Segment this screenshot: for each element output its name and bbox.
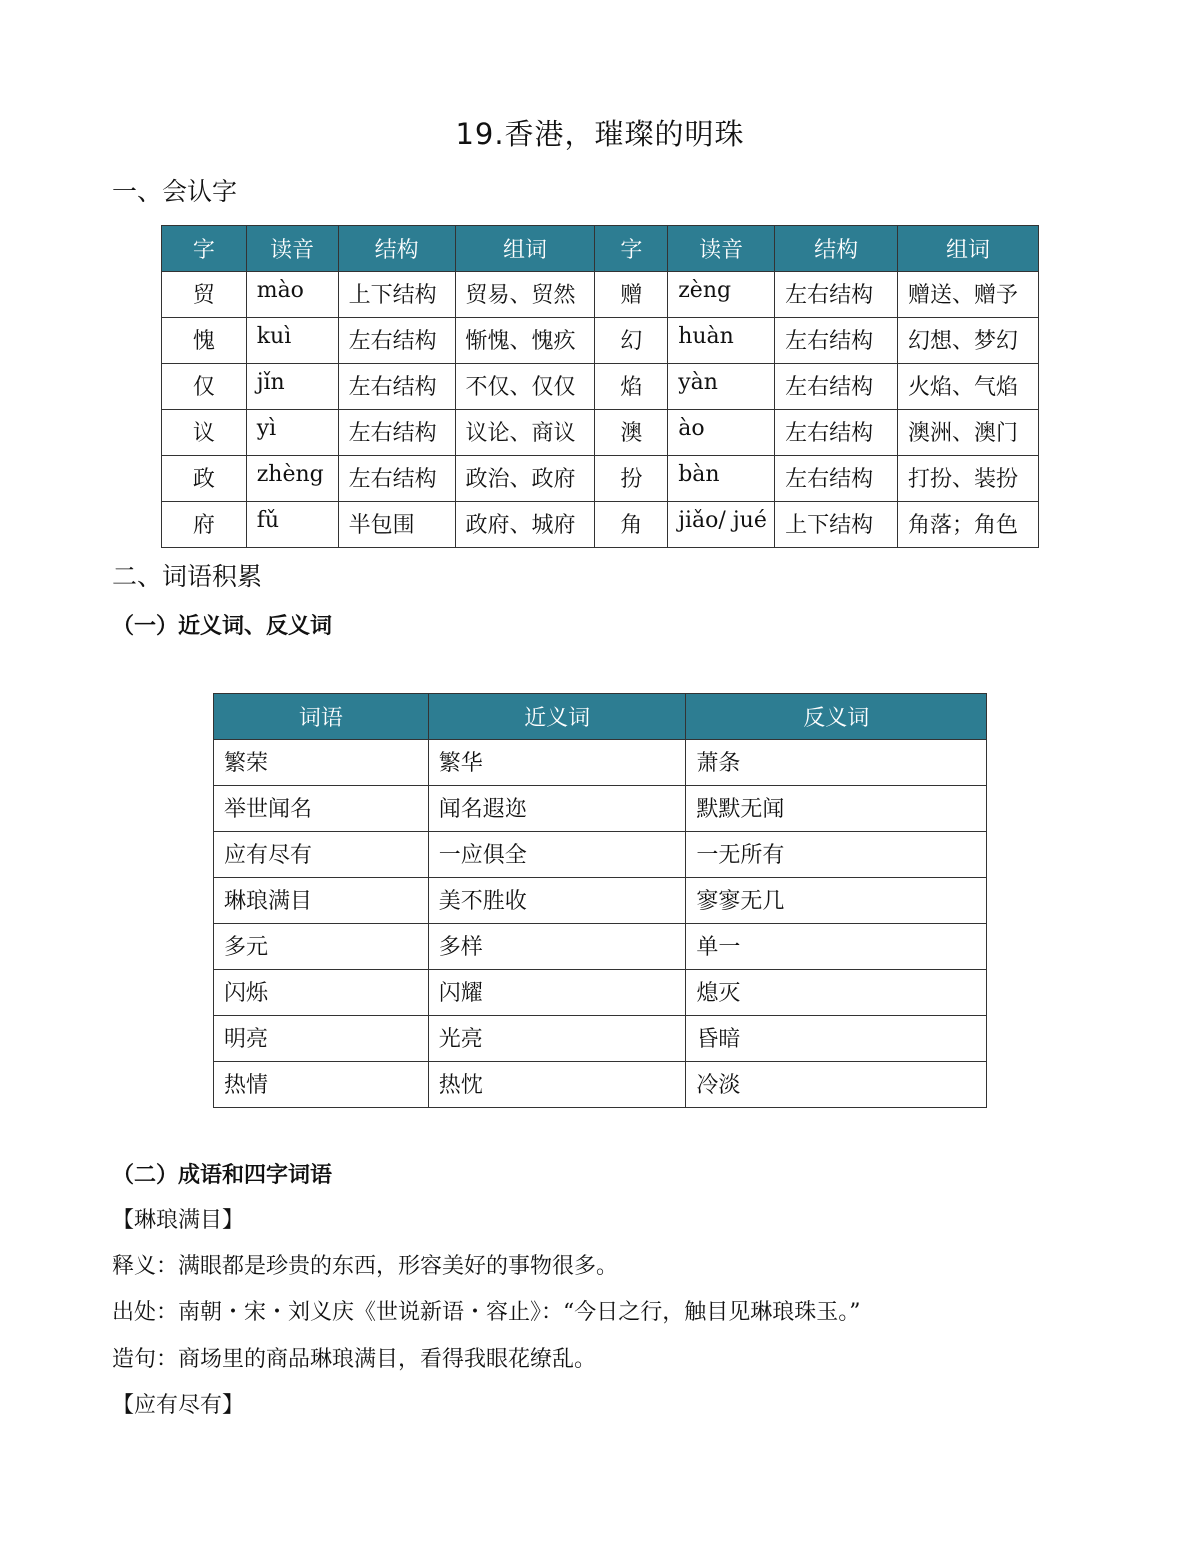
table-cell: 默默无闻	[686, 786, 987, 832]
table-cell: 幻想、梦幻	[898, 318, 1039, 364]
idiom-title: 【应有尽有】	[112, 1393, 245, 1418]
table-row	[214, 832, 987, 878]
table-row	[214, 924, 987, 970]
table-cell: 半包围	[338, 502, 455, 548]
table-cell: yàn	[668, 364, 775, 410]
table-cell: ào	[668, 410, 775, 456]
table-cell: 扮	[595, 456, 668, 502]
table-cell: kuì	[246, 318, 338, 364]
column-header: 结构	[775, 226, 898, 272]
table-cell: 赠	[595, 272, 668, 318]
column-header: 词语	[214, 694, 429, 740]
table-row	[162, 272, 1039, 318]
table-cell: 左右结构	[338, 364, 455, 410]
table-cell: 不仅、仅仅	[455, 364, 595, 410]
table-cell: 澳洲、澳门	[898, 410, 1039, 456]
table-cell: 单一	[686, 924, 987, 970]
table-cell: 澳	[595, 410, 668, 456]
table-cell: 光亮	[428, 1016, 686, 1062]
table-row	[214, 740, 987, 786]
column-header: 字	[162, 226, 247, 272]
table-cell: 左右结构	[775, 410, 898, 456]
table-cell: 闪烁	[214, 970, 429, 1016]
table-cell: 多样	[428, 924, 686, 970]
table-cell: 打扮、装扮	[898, 456, 1039, 502]
table-cell: 左右结构	[775, 272, 898, 318]
table-cell: 热情	[214, 1062, 429, 1108]
column-header: 读音	[668, 226, 775, 272]
table-cell: 上下结构	[338, 272, 455, 318]
table-cell: 上下结构	[775, 502, 898, 548]
table-cell: 应有尽有	[214, 832, 429, 878]
table-cell: 政	[162, 456, 247, 502]
table-cell: jiǎo/ jué	[668, 502, 775, 548]
table-row	[162, 364, 1039, 410]
page-title: 19.香港，璀璨的明珠	[455, 117, 745, 151]
table-cell: 明亮	[214, 1016, 429, 1062]
table-cell: 火焰、气焰	[898, 364, 1039, 410]
subsection-heading-idioms: （二）成语和四字词语	[112, 1163, 333, 1188]
table-cell: 昏暗	[686, 1016, 987, 1062]
table-row	[162, 502, 1039, 548]
table-row	[162, 318, 1039, 364]
column-header: 近义词	[428, 694, 686, 740]
table-cell: 繁荣	[214, 740, 429, 786]
table-cell: 幻	[595, 318, 668, 364]
table-header-row	[214, 694, 987, 740]
idiom-example: 造句：商场里的商品琳琅满目，看得我眼花缭乱。	[112, 1347, 597, 1372]
table-cell: 左右结构	[338, 456, 455, 502]
table-row	[214, 786, 987, 832]
table-cell: 愧	[162, 318, 247, 364]
character-table	[161, 225, 1039, 548]
table-cell: 政府、城府	[455, 502, 595, 548]
section-heading-vocabulary: 二、词语积累	[112, 562, 263, 591]
column-header: 字	[595, 226, 668, 272]
section-heading-recognize-chars: 一、会认字	[112, 177, 238, 206]
table-cell: 议	[162, 410, 247, 456]
table-cell: 萧条	[686, 740, 987, 786]
table-cell: 一无所有	[686, 832, 987, 878]
table-row	[214, 970, 987, 1016]
table-cell: 左右结构	[775, 456, 898, 502]
table-row	[214, 1016, 987, 1062]
table-header-row	[162, 226, 1039, 272]
table-cell: 闻名遐迩	[428, 786, 686, 832]
table-cell: 左右结构	[338, 410, 455, 456]
table-cell: 赠送、赠予	[898, 272, 1039, 318]
table-cell: 冷淡	[686, 1062, 987, 1108]
table-cell: 角	[595, 502, 668, 548]
table-cell: zhèng	[246, 456, 338, 502]
table-cell: 左右结构	[775, 318, 898, 364]
table-cell: 举世闻名	[214, 786, 429, 832]
table-cell: 议论、商议	[455, 410, 595, 456]
table-cell: 惭愧、愧疚	[455, 318, 595, 364]
table-cell: zèng	[668, 272, 775, 318]
idiom-title: 【琳琅满目】	[112, 1208, 245, 1233]
table-cell: huàn	[668, 318, 775, 364]
synonym-antonym-table	[213, 693, 987, 1108]
column-header: 结构	[338, 226, 455, 272]
table-cell: 寥寥无几	[686, 878, 987, 924]
column-header: 反义词	[686, 694, 987, 740]
column-header: 组词	[898, 226, 1039, 272]
table-row	[162, 456, 1039, 502]
table-cell: 左右结构	[338, 318, 455, 364]
table-cell: 贸	[162, 272, 247, 318]
column-header: 组词	[455, 226, 595, 272]
table-cell: 闪耀	[428, 970, 686, 1016]
table-cell: yì	[246, 410, 338, 456]
table-cell: 一应俱全	[428, 832, 686, 878]
table-cell: mào	[246, 272, 338, 318]
table-cell: 府	[162, 502, 247, 548]
table-row	[214, 878, 987, 924]
table-row	[214, 1062, 987, 1108]
table-cell: 美不胜收	[428, 878, 686, 924]
table-cell: 熄灭	[686, 970, 987, 1016]
table-cell: 角落；角色	[898, 502, 1039, 548]
table-cell: 琳琅满目	[214, 878, 429, 924]
table-cell: 政治、政府	[455, 456, 595, 502]
table-cell: bàn	[668, 456, 775, 502]
table-row	[162, 410, 1039, 456]
table-cell: fǔ	[246, 502, 338, 548]
idiom-meaning: 释义：满眼都是珍贵的东西，形容美好的事物很多。	[112, 1254, 619, 1279]
column-header: 读音	[246, 226, 338, 272]
table-cell: 焰	[595, 364, 668, 410]
idiom-source: 出处：南朝・宋・刘义庆《世说新语・容止》：“今日之行，触目见琳琅珠玉。”	[112, 1300, 861, 1325]
table-cell: jǐn	[246, 364, 338, 410]
table-cell: 仅	[162, 364, 247, 410]
subsection-heading-synonyms-antonyms: （一）近义词、反义词	[112, 614, 333, 639]
table-cell: 繁华	[428, 740, 686, 786]
table-cell: 左右结构	[775, 364, 898, 410]
table-cell: 热忱	[428, 1062, 686, 1108]
table-cell: 贸易、贸然	[455, 272, 595, 318]
table-cell: 多元	[214, 924, 429, 970]
